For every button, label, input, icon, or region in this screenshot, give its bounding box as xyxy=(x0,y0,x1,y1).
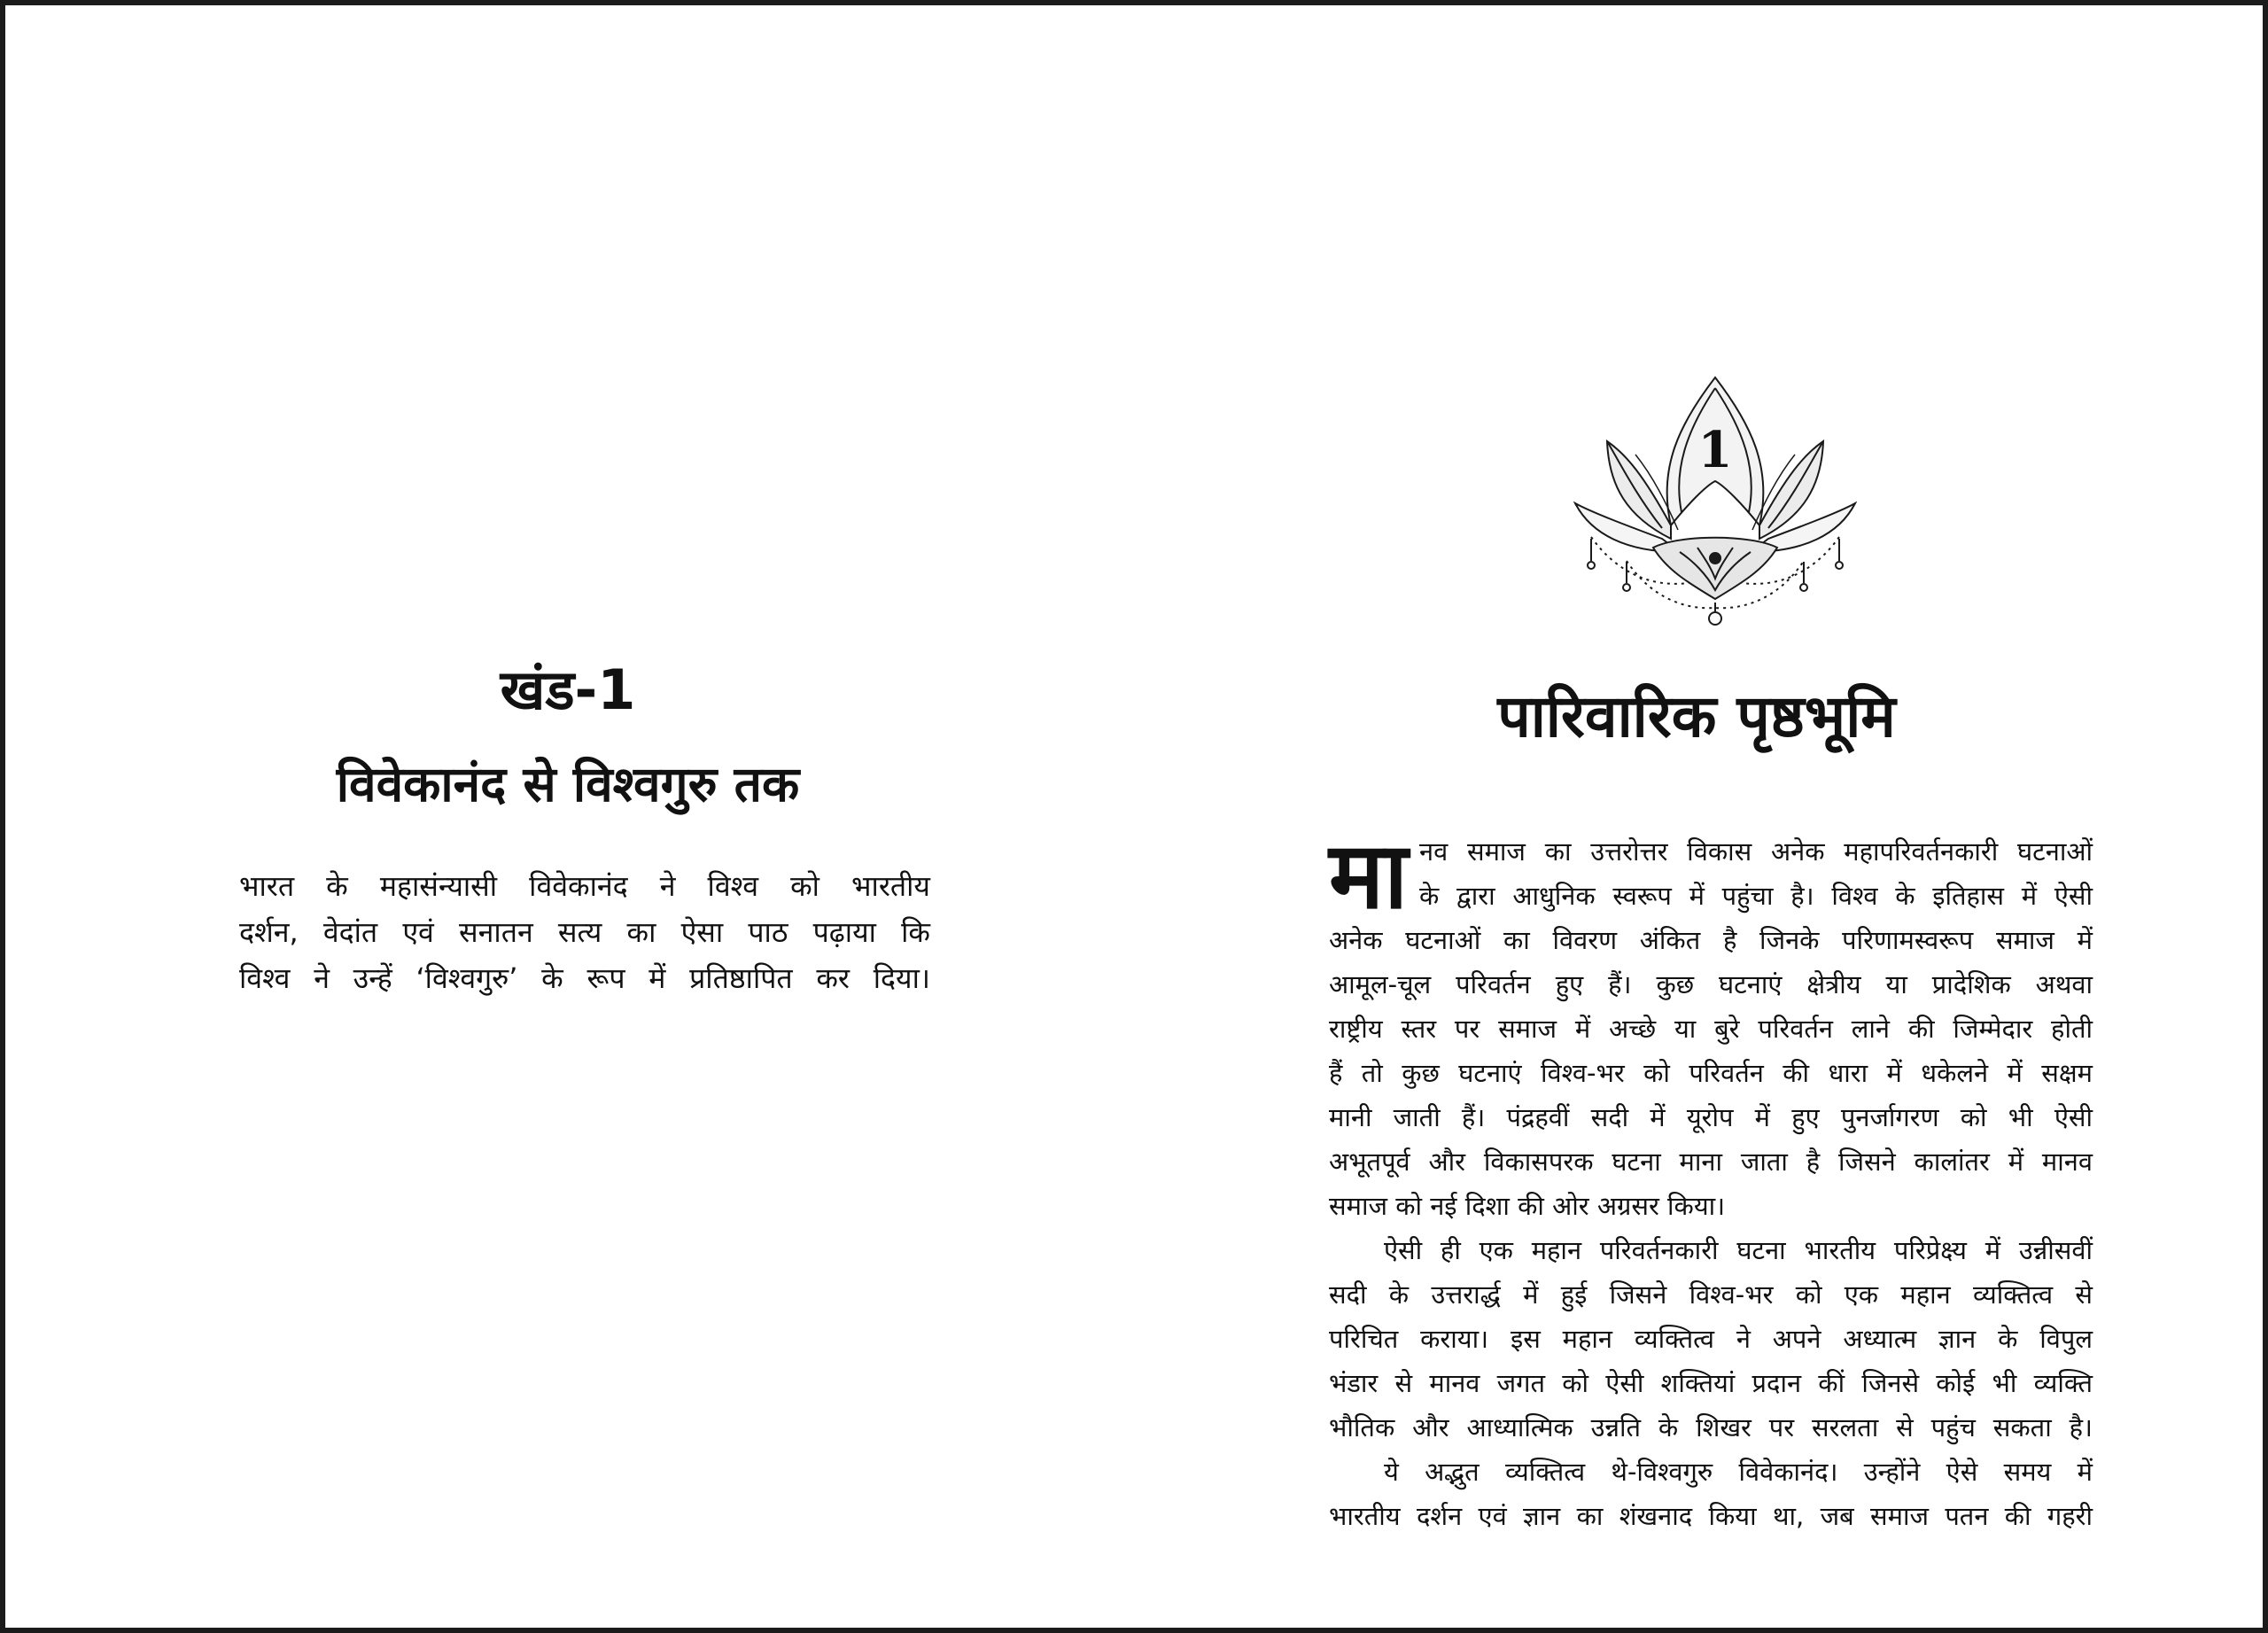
text-line: राष्ट्रीय स्तर पर समाज में अच्छे या बुरे परिवर्तन लाने की जिम्मेदार होती xyxy=(1329,1014,2093,1044)
text-line: नव समाज का उत्तरोत्तर विकास अनेक महापरिवर्तनकारी घटनाओं xyxy=(1419,836,2093,867)
chapter-number: 1 xyxy=(1697,421,1733,479)
section-heading: खंड-1 xyxy=(500,657,636,722)
intro-line: विश्व ने उन्हें ‘विश्वगुरु’ के रूप में प्रतिष्ठापित कर दिया। xyxy=(239,961,930,995)
text-line: समाज को नई दिशा की ओर अग्रसर किया। xyxy=(1329,1191,1726,1221)
text-line: भारतीय दर्शन एवं ज्ञान का शंखनाद किया था, जब समाज पतन की गहरी xyxy=(1329,1501,2093,1531)
chapter-title: पारिवारिक पृष्ठभूमि xyxy=(1497,682,1896,750)
chapter-body xyxy=(1329,821,2093,1538)
left-page xyxy=(5,5,1130,1628)
lotus-icon xyxy=(1573,370,1857,627)
text-line: ऐसी ही एक महान परिवर्तनकारी घटना भारतीय परिप्रेक्ष्य में उन्नीसवीं xyxy=(1384,1235,2093,1265)
text-line: हैं तो कुछ घटनाएं विश्व-भर को परिवर्तन की धारा में धकेलने में सक्षम xyxy=(1329,1058,2093,1088)
paragraph xyxy=(1329,821,2093,1228)
drop-cap: मा xyxy=(1329,821,1409,929)
intro-line: भारत के महासंन्यासी विवेकानंद ने विश्व को भारतीय xyxy=(239,869,930,903)
section-intro xyxy=(239,863,930,1001)
section-subtitle: विवेकानंद से विश्वगुरु तक xyxy=(336,756,800,813)
intro-line: दर्शन, वेदांत एवं सनातन सत्य का ऐसा पाठ पढ़ाया कि xyxy=(239,915,930,949)
text-line: भंडार से मानव जगत को ऐसी शक्तियां प्रदान कीं जिनसे कोई भी व्यक्ति xyxy=(1329,1368,2093,1398)
text-line: ये अद्भुत व्यक्तित्व थे-विश्वगुरु विवेकानंद। उन्होंने ऐसे समय में xyxy=(1384,1457,2093,1487)
text-line: भौतिक और आध्यात्मिक उन्नति के शिखर पर सरलता से पहुंच सकता है। xyxy=(1329,1412,2093,1442)
text-line: आमूल-चूल परिवर्तन हुए हैं। कुछ घटनाएं क्षेत्रीय या प्रादेशिक अथवा xyxy=(1329,969,2093,999)
text-line: के द्वारा आधुनिक स्वरूप में पहुंचा है। विश्व के इतिहास में ऐसी xyxy=(1419,881,2093,911)
text-line: सदी के उत्तरार्द्ध में हुई जिसने विश्व-भर को एक महान व्यक्तित्व से xyxy=(1329,1279,2093,1310)
text-line: अनेक घटनाओं का विवरण अंकित है जिनके परिणामस्वरूप समाज में xyxy=(1329,925,2093,955)
paragraph xyxy=(1329,1450,2093,1538)
paragraph xyxy=(1329,1228,2093,1450)
text-line: मानी जाती हैं। पंद्रहवीं सदी में यूरोप में हुए पुनर्जागरण को भी ऐसी xyxy=(1329,1102,2093,1132)
text-line: अभूतपूर्व और विकासपरक घटना माना जाता है जिसने कालांतर में मानव xyxy=(1329,1147,2093,1177)
text-line: परिचित कराया। इस महान व्यक्तित्व ने अपने अध्यात्म ज्ञान के विपुल xyxy=(1329,1324,2093,1354)
